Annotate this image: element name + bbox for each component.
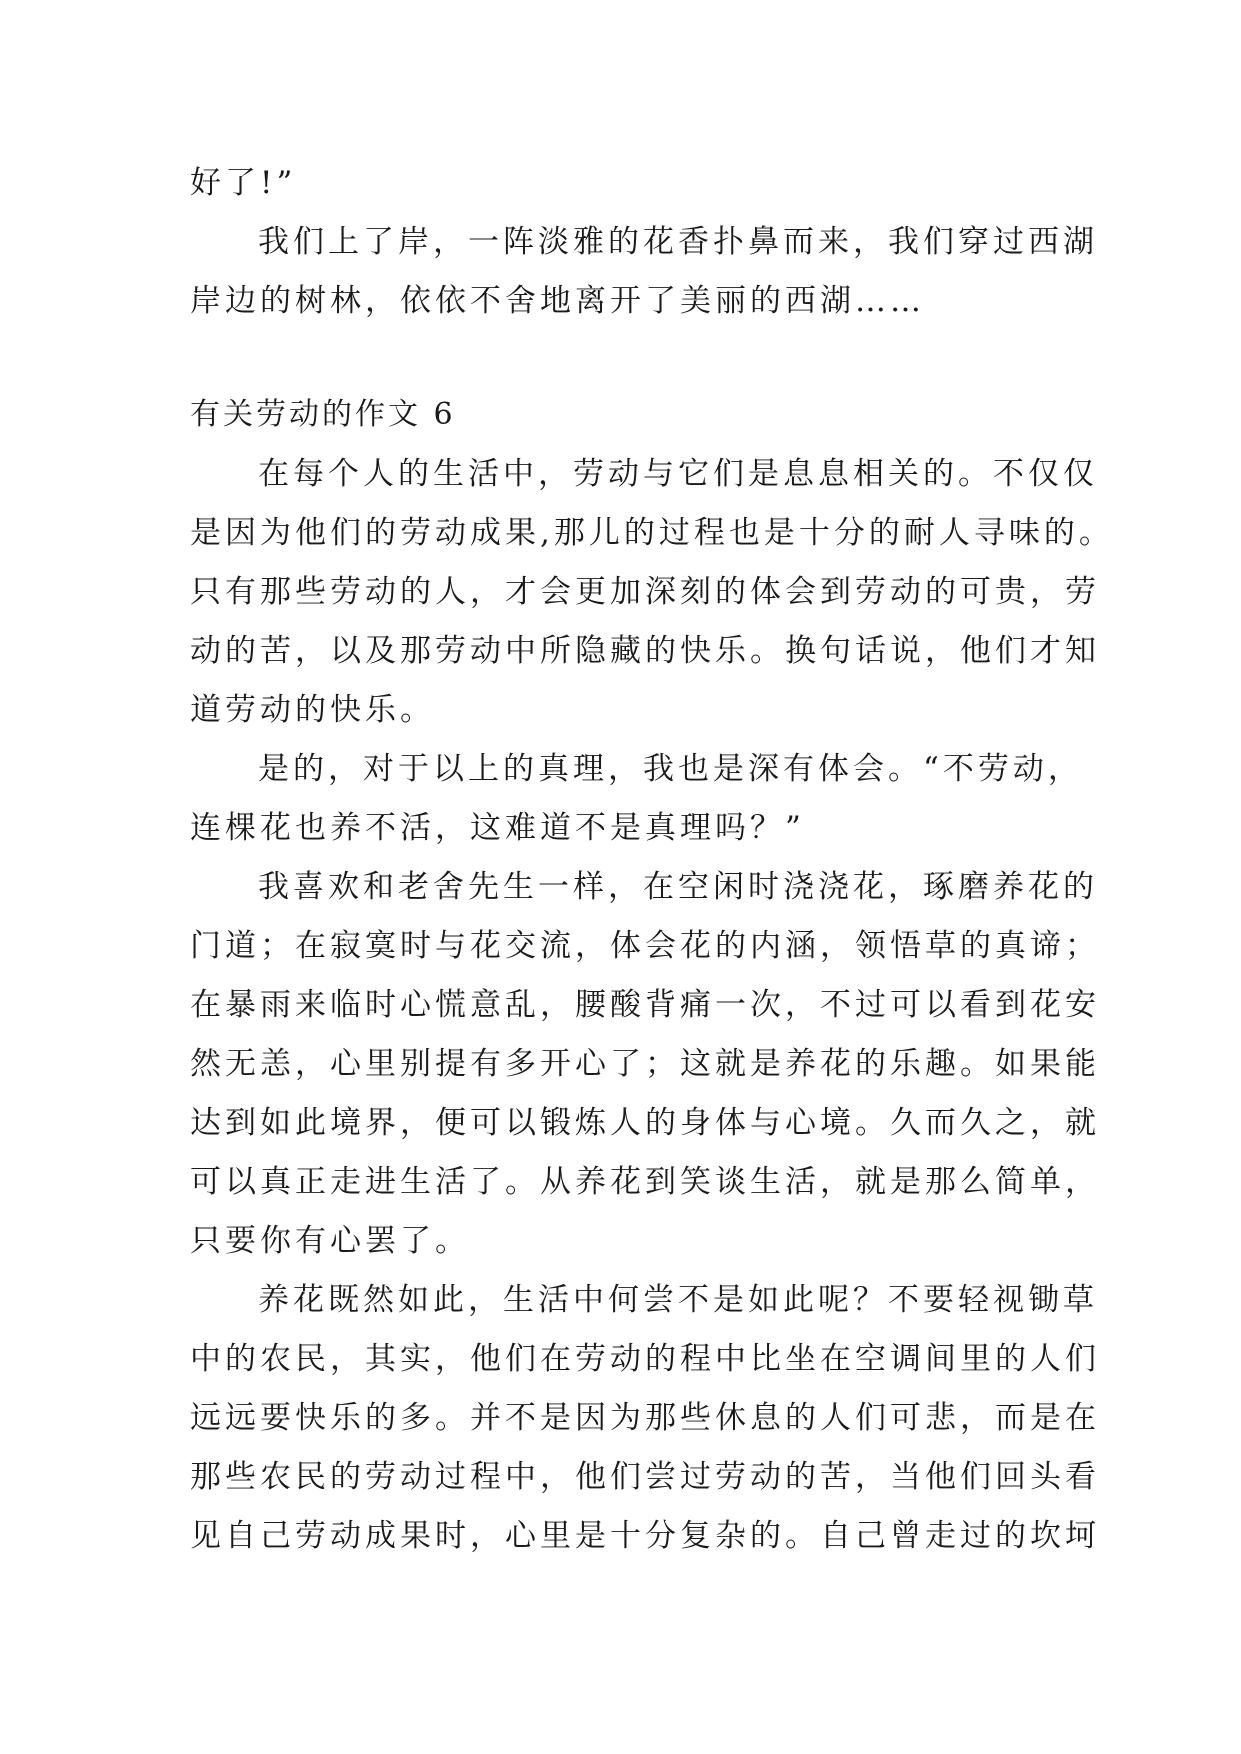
- text-line: 中的农民，其实，他们在劳动的程中比坐在空调间里的人们: [190, 1341, 1100, 1377]
- text-line: 见自己劳动成果时，心里是十分复杂的。自己曾走过的坎坷: [190, 1518, 1100, 1554]
- text-line: 门道；在寂寞时与花交流，体会花的内涵，领悟草的真谛；: [190, 928, 1100, 964]
- text-line: 只要你有心罢了。: [190, 1223, 470, 1259]
- text-line: 岸边的树林，依依不舍地离开了美丽的西湖……: [190, 283, 925, 319]
- paragraph-first-line: 是的，对于以上的真理，我也是深有体会。“不劳动，: [258, 751, 1083, 787]
- text-line: 是因为他们的劳动成果,那儿的过程也是十分的耐人寻味的。: [190, 515, 1114, 551]
- text-line: 道劳动的快乐。: [190, 692, 435, 728]
- paragraph-first-line: 我们上了岸，一阵淡雅的花香扑鼻而来，我们穿过西湖: [258, 224, 1098, 260]
- text-line: 远远要快乐的多。并不是因为那些休息的人们可悲，而是在: [190, 1400, 1100, 1436]
- section-heading: 有关劳动的作文 6: [190, 397, 456, 432]
- paragraph-first-line: 在每个人的生活中，劳动与它们是息息相关的。不仅仅: [258, 456, 1098, 492]
- text-line: 在暴雨来临时心慌意乱，腰酸背痛一次，不过可以看到花安: [190, 987, 1100, 1023]
- text-line: 可以真正走进生活了。从养花到笑谈生活，就是那么简单，: [190, 1164, 1100, 1200]
- paragraph-first-line: 养花既然如此，生活中何尝不是如此呢？不要轻视锄草: [258, 1282, 1098, 1318]
- text-line: 连棵花也养不活，这难道不是真理吗？”: [190, 810, 805, 846]
- text-line: 达到如此境界，便可以锻炼人的身体与心境。久而久之，就: [190, 1105, 1100, 1141]
- text-line: 只有那些劳动的人，才会更加深刻的体会到劳动的可贵，劳: [190, 574, 1100, 610]
- text-line: 那些农民的劳动过程中，他们尝过劳动的苦，当他们回头看: [190, 1459, 1100, 1495]
- text-line: 动的苦，以及那劳动中所隐藏的快乐。换句话说，他们才知: [190, 633, 1100, 669]
- text-line: 然无恙，心里别提有多开心了；这就是养花的乐趣。如果能: [190, 1046, 1100, 1082]
- paragraph-first-line: 我喜欢和老舍先生一样，在空闲时浇浇花，琢磨养花的: [258, 869, 1098, 905]
- text-line: 好了!”: [190, 165, 297, 201]
